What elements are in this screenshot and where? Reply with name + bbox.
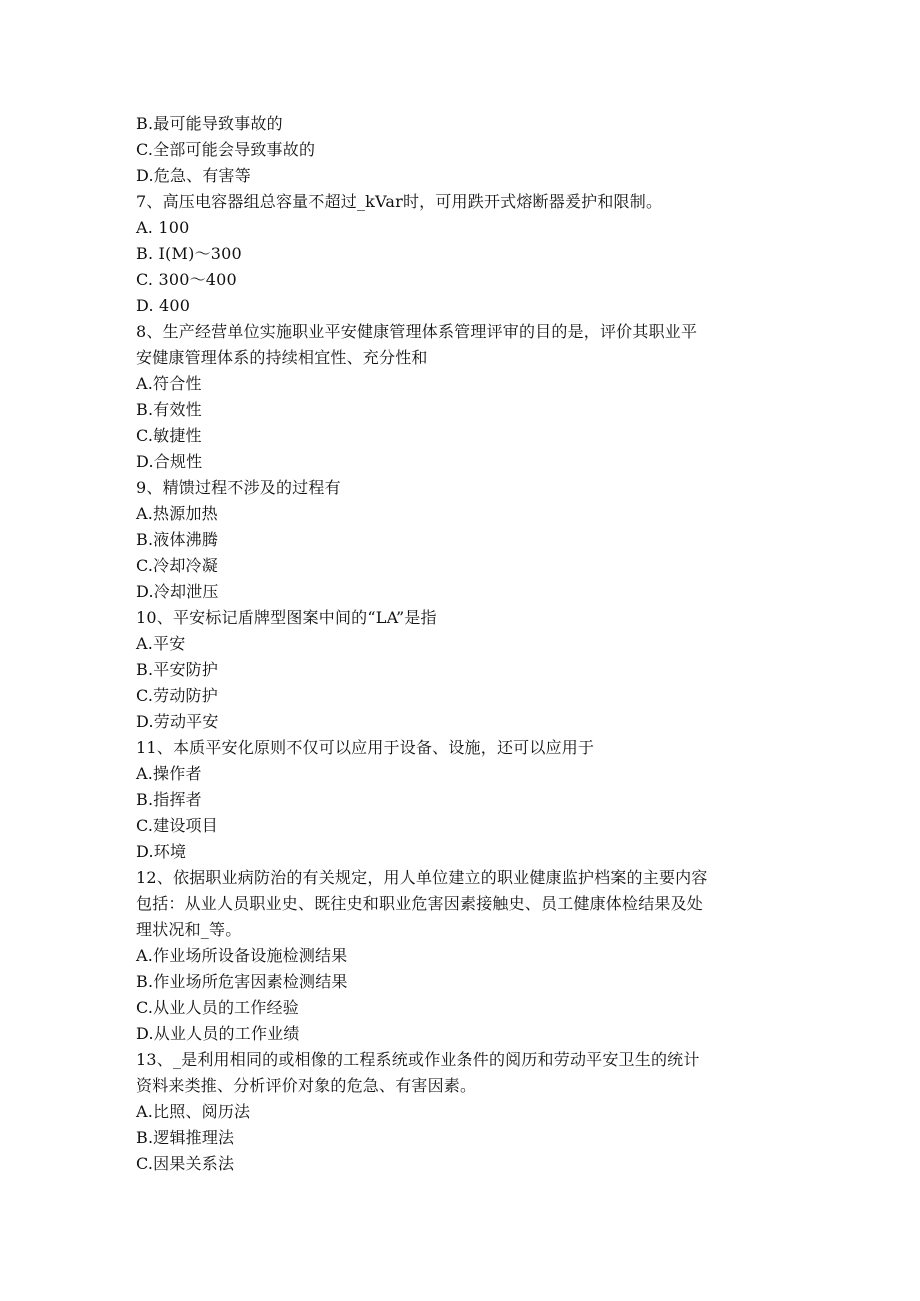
option-d-q6: D.危急、有害等	[136, 166, 251, 185]
question-9: 9、精馈过程不涉及的过程有	[136, 478, 341, 497]
question-12-line-3: 理状况和_等。	[136, 920, 242, 939]
option-a-q9: A.热源加热	[136, 504, 218, 523]
option-c-q10: C.劳动防护	[136, 686, 218, 705]
option-b-q7: B. I(M)～300	[136, 244, 242, 263]
option-b-q12: B.作业场所危害因素检测结果	[136, 972, 348, 991]
option-a-q13: A.比照、阅历法	[136, 1102, 251, 1121]
option-d-q9: D.冷却泄压	[136, 582, 219, 601]
option-d-q11: D.环境	[136, 842, 187, 861]
option-d-q7: D. 400	[136, 296, 191, 315]
question-13-line-1: 13、_是利用相同的或相像的工程系统或作业条件的阅历和劳动平安卫生的统计	[136, 1050, 700, 1069]
question-8-line-2: 安健康管理体系的持续相宜性、充分性和	[136, 348, 428, 367]
option-a-q11: A.操作者	[136, 764, 202, 783]
option-a-q10: A.平安	[136, 634, 186, 653]
question-11: 11、本质平安化原则不仅可以应用于设备、设施，还可以应用于	[136, 738, 595, 757]
question-13-line-2: 资料来类推、分析评价对象的危急、有害因素。	[136, 1076, 477, 1095]
option-b-q11: B.指挥者	[136, 790, 202, 809]
option-b-q6: B.最可能导致事故的	[136, 114, 283, 133]
option-b-q8: B.有效性	[136, 400, 202, 419]
option-d-q12: D.从业人员的工作业绩	[136, 1024, 300, 1043]
question-10: 10、平安标记盾牌型图案中间的“LA”是指	[136, 608, 437, 627]
question-8-line-1: 8、生产经营单位实施职业平安健康管理体系管理评审的目的是，评价其职业平	[136, 322, 698, 341]
option-b-q13: B.逻辑推理法	[136, 1128, 235, 1147]
question-12-line-2: 包括：从业人员职业史、既往史和职业危害因素接触史、员工健康体检结果及处	[136, 894, 704, 913]
option-c-q6: C.全部可能会导致事故的	[136, 140, 316, 159]
option-d-q10: D.劳动平安	[136, 712, 219, 731]
question-12-line-1: 12、依据职业病防治的有关规定，用人单位建立的职业健康监护档案的主要内容	[136, 868, 708, 887]
option-c-q11: C.建设项目	[136, 816, 218, 835]
option-c-q7: C. 300～400	[136, 270, 237, 289]
option-a-q8: A.符合性	[136, 374, 202, 393]
option-b-q10: B.平安防护	[136, 660, 219, 679]
option-c-q13: C.因果关系法	[136, 1154, 235, 1173]
option-c-q9: C.冷却冷凝	[136, 556, 218, 575]
question-7: 7、高压电容器组总容量不超过_kVar时，可用跌开式熔断器爰护和限制。	[136, 192, 663, 211]
option-b-q9: B.液体沸腾	[136, 530, 219, 549]
option-a-q7: A. 100	[136, 218, 190, 237]
option-a-q12: A.作业场所设备设施检测结果	[136, 946, 348, 965]
option-d-q8: D.合规性	[136, 452, 203, 471]
option-c-q12: C.从业人员的工作经验	[136, 998, 299, 1017]
option-c-q8: C.敏捷性	[136, 426, 202, 445]
